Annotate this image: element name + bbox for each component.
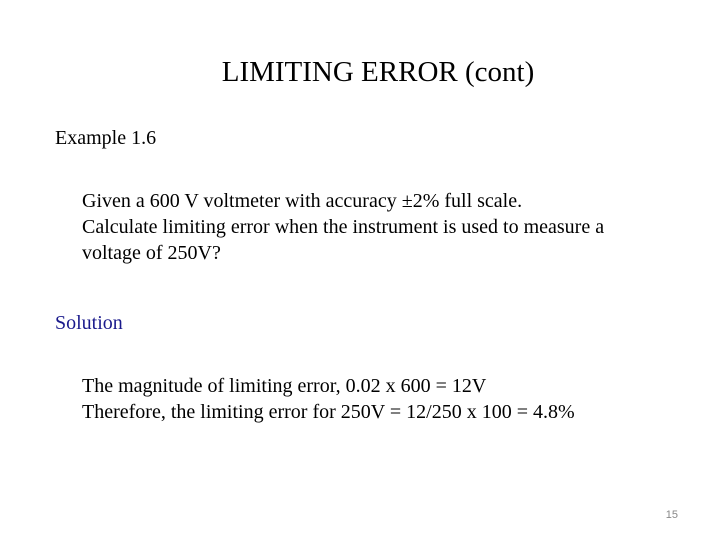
problem-line: Calculate limiting error when the instrument is used to measure a — [82, 216, 605, 238]
solution-heading: Solution — [55, 312, 123, 334]
page-number: 15 — [665, 509, 678, 521]
problem-statement — [82, 188, 682, 266]
problem-line: Given a 600 V voltmeter with accuracy ±2% full scale. — [82, 190, 523, 212]
example-heading: Example 1.6 — [55, 127, 157, 149]
solution-line: Therefore, the limiting error for 250V = 12/250 x 100 = 4.8% — [82, 401, 575, 423]
slide-title: LIMITING ERROR (cont) — [221, 56, 535, 88]
solution-body — [82, 373, 682, 425]
solution-line: The magnitude of limiting error, 0.02 x 600 = 12V — [82, 375, 487, 397]
problem-line: voltage of 250V? — [82, 242, 221, 264]
